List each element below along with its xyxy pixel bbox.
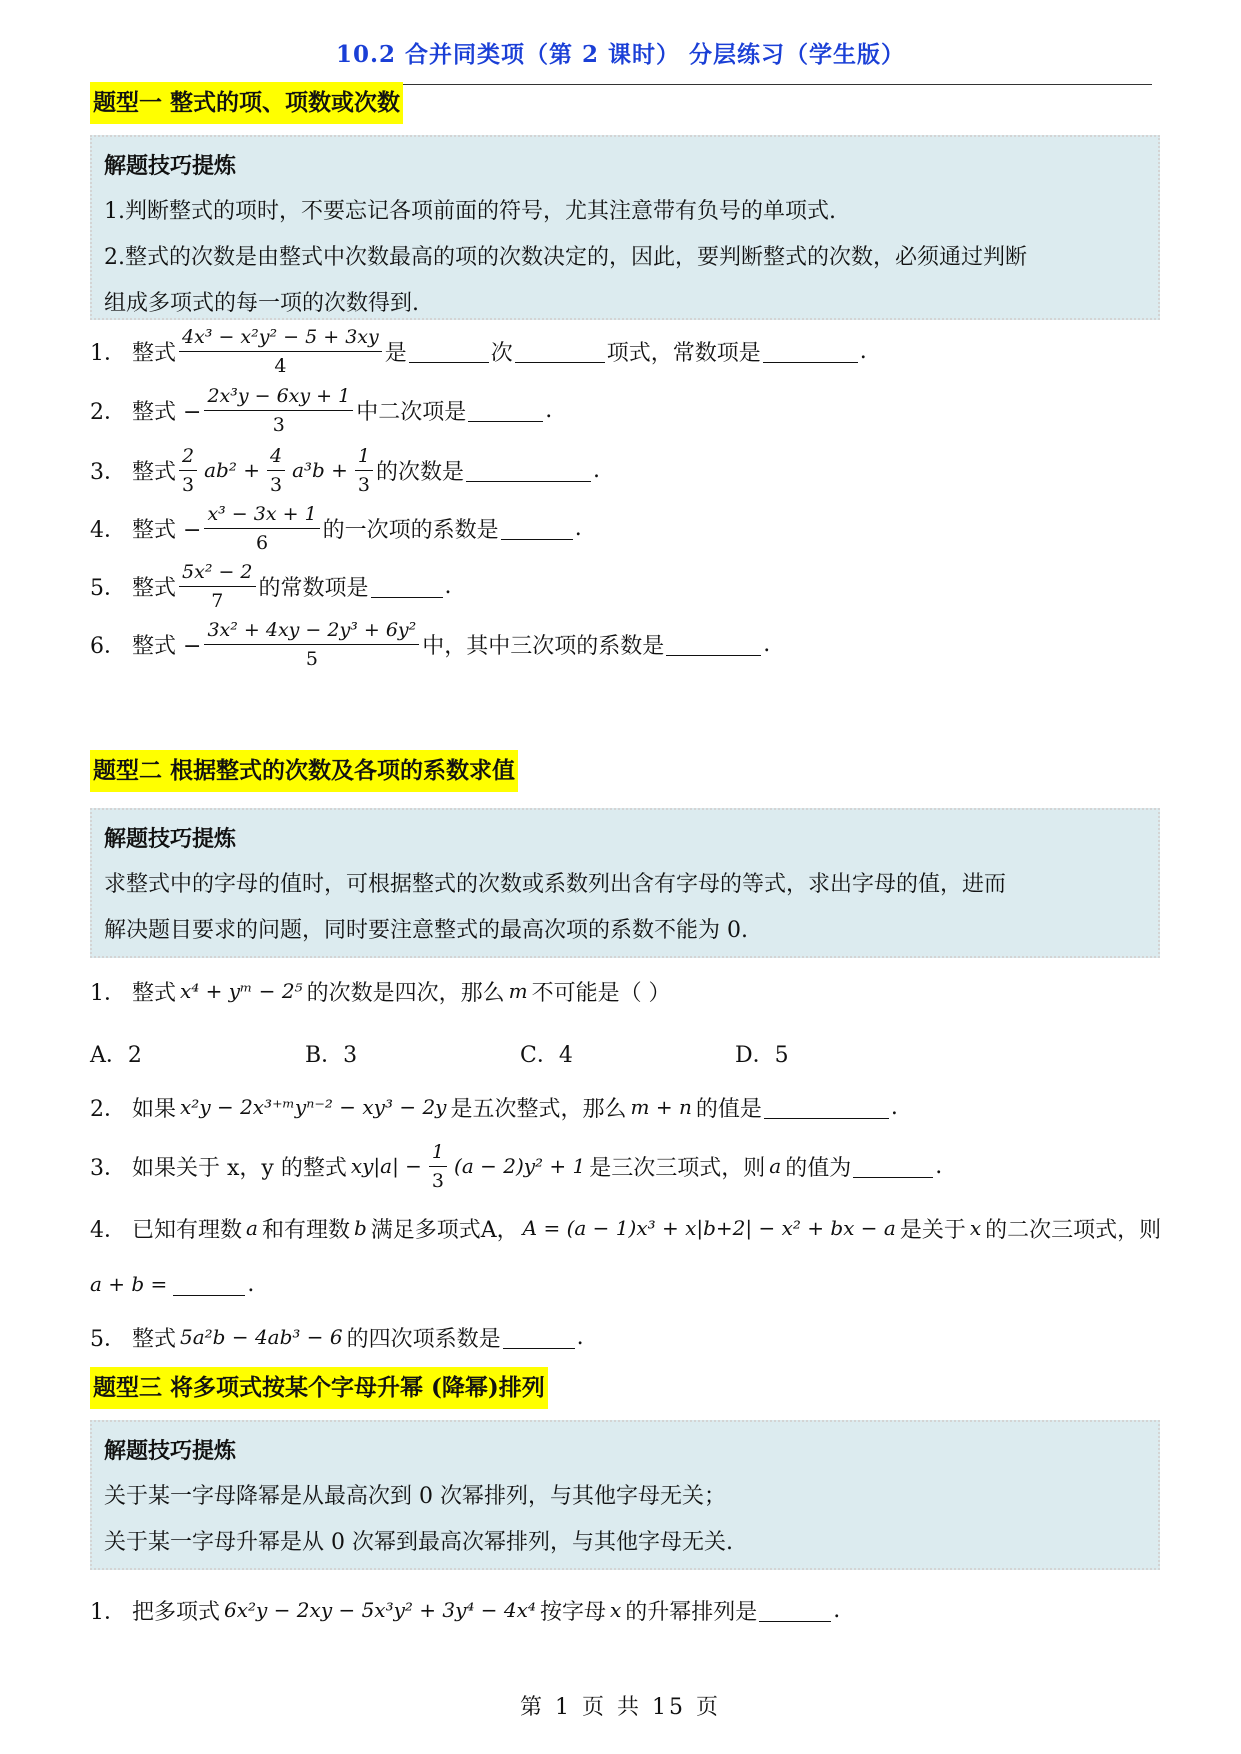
denominator: 3 bbox=[269, 473, 283, 496]
question-text: 的次数是四次，那么 bbox=[306, 980, 505, 1006]
question-text: 整式 bbox=[132, 980, 177, 1006]
answer-blank[interactable] bbox=[468, 399, 543, 422]
question-number: 5． bbox=[90, 575, 126, 601]
math-expression: a³b + bbox=[292, 458, 348, 482]
math-variable: b bbox=[353, 1216, 367, 1240]
question-1-1 bbox=[90, 321, 867, 381]
math-variable: x bbox=[609, 1598, 622, 1622]
question-number: 2． bbox=[90, 1096, 126, 1122]
question-text: 按字母 bbox=[539, 1599, 606, 1625]
question-text: 和有理数 bbox=[261, 1217, 350, 1243]
question-text: 整式 bbox=[132, 340, 177, 366]
question-end: . bbox=[574, 515, 582, 541]
question-text: 不可能是（ ） bbox=[531, 980, 671, 1006]
question-text: 整式 − bbox=[132, 633, 202, 659]
math-variable: x bbox=[969, 1216, 982, 1240]
question-end: . bbox=[763, 631, 771, 657]
question-end: . bbox=[859, 338, 867, 364]
answer-blank[interactable] bbox=[764, 1096, 889, 1119]
question-1-4 bbox=[90, 498, 582, 558]
denominator: 3 bbox=[357, 473, 371, 496]
question-number: 1． bbox=[90, 340, 126, 366]
question-end: . bbox=[545, 397, 553, 423]
question-text: 把多项式 bbox=[132, 1599, 221, 1625]
math-expression: a + b = bbox=[90, 1272, 168, 1296]
question-end: . bbox=[444, 573, 452, 599]
question-text: 的值是 bbox=[695, 1096, 762, 1122]
question-text: 整式 − bbox=[132, 399, 202, 425]
answer-choices bbox=[90, 1036, 990, 1076]
question-text: 满足多项式A， bbox=[370, 1217, 519, 1243]
question-2-5 bbox=[90, 1315, 584, 1359]
tip-line: 关于某一字母升幂是从 0 次幂到最高次幂排列，与其他字母无关. bbox=[104, 1530, 733, 1555]
math-variable: m bbox=[508, 979, 528, 1003]
section-heading-2: 题型二 根据整式的次数及各项的系数求值 bbox=[90, 750, 518, 792]
math-expression: (a − 2)y² + 1 bbox=[454, 1154, 586, 1178]
numerator: 3x² + 4xy − 2y³ + 6y² bbox=[204, 618, 419, 645]
math-variable: a bbox=[246, 1216, 258, 1240]
question-text: 的值为 bbox=[785, 1155, 852, 1181]
numerator: 2 bbox=[179, 444, 197, 471]
math-expression: x²y − 2x³⁺ᵐyⁿ⁻² − xy³ − 2y bbox=[180, 1095, 447, 1119]
section-heading-3: 题型三 将多项式按某个字母升幂 (降幂)排列 bbox=[90, 1367, 548, 1409]
tip-line: 1.判断整式的项时，不要忘记各项前面的符号，尤其注意带有负号的单项式. bbox=[104, 199, 836, 224]
fraction bbox=[267, 444, 285, 497]
fraction bbox=[204, 502, 319, 555]
question-number: 1． bbox=[90, 1599, 126, 1625]
fraction bbox=[204, 384, 353, 437]
numerator: 4x³ − x²y² − 5 + 3xy bbox=[179, 325, 382, 352]
question-1-6 bbox=[90, 614, 770, 674]
denominator: 5 bbox=[305, 647, 318, 670]
math-expression: 6x²y − 2xy − 5x³y² + 3y⁴ − 4x⁴ bbox=[224, 1598, 536, 1622]
question-text: 已知有理数 bbox=[132, 1217, 243, 1243]
question-text: 如果关于 x，y 的整式 bbox=[132, 1155, 347, 1181]
tip-line: 组成多项式的每一项的次数得到. bbox=[104, 291, 419, 316]
question-number: 5． bbox=[90, 1326, 126, 1352]
math-expression: 5a²b − 4ab³ − 6 bbox=[180, 1325, 343, 1349]
math-variable: m + n bbox=[630, 1095, 692, 1119]
question-text: 是三次三项式，则 bbox=[589, 1155, 766, 1181]
question-text: 的次数是 bbox=[376, 459, 465, 485]
tip-title: 解题技巧提炼 bbox=[104, 1438, 237, 1464]
answer-blank[interactable] bbox=[173, 1273, 245, 1296]
tip-box-1 bbox=[90, 135, 1160, 320]
question-text: 的一次项的系数是 bbox=[322, 517, 499, 543]
choice-c[interactable]: C．4 bbox=[520, 1043, 573, 1068]
question-number: 4． bbox=[90, 517, 126, 543]
math-expression: x⁴ + yᵐ − 2⁵ bbox=[180, 979, 303, 1003]
fraction bbox=[179, 560, 256, 613]
question-end: . bbox=[935, 1153, 943, 1179]
denominator: 3 bbox=[182, 473, 195, 496]
question-number: 4． bbox=[90, 1217, 126, 1243]
question-end: . bbox=[576, 1324, 584, 1350]
choice-b[interactable]: B．3 bbox=[305, 1043, 358, 1068]
question-text: 次 bbox=[490, 340, 513, 366]
question-1-3 bbox=[90, 440, 600, 500]
question-number: 2． bbox=[90, 399, 126, 425]
tip-line: 2.整式的次数是由整式中次数最高的项的次数决定的，因此，要判断整式的次数，必须通过判断 bbox=[104, 245, 1027, 270]
answer-blank[interactable] bbox=[466, 459, 591, 482]
question-number: 3． bbox=[90, 459, 126, 485]
denominator: 7 bbox=[211, 589, 224, 612]
numerator: 2x³y − 6xy + 1 bbox=[204, 384, 353, 411]
answer-blank[interactable] bbox=[515, 340, 605, 363]
tip-box-3 bbox=[90, 1420, 1160, 1570]
page-title: 10.2 合并同类项（第 2 课时） 分层练习（学生版） bbox=[335, 41, 906, 68]
denominator: 3 bbox=[431, 1169, 445, 1192]
fraction bbox=[355, 444, 373, 497]
section-heading-1: 题型一 整式的项、项数或次数 bbox=[90, 82, 403, 124]
numerator: x³ − 3x + 1 bbox=[204, 502, 319, 529]
fraction bbox=[179, 325, 382, 378]
question-text: 是关于 bbox=[899, 1217, 966, 1243]
answer-blank[interactable] bbox=[409, 340, 489, 363]
question-number: 1． bbox=[90, 980, 126, 1006]
question-text: 整式 bbox=[132, 1326, 177, 1352]
question-1-2 bbox=[90, 380, 552, 440]
math-expression: ab² + bbox=[204, 458, 260, 482]
question-text: 的常数项是 bbox=[258, 575, 369, 601]
choice-a[interactable]: A．2 bbox=[90, 1043, 142, 1068]
question-end: . bbox=[833, 1597, 841, 1623]
denominator: 4 bbox=[274, 354, 287, 377]
question-text: 的二次三项式，则 bbox=[985, 1217, 1162, 1243]
answer-blank[interactable] bbox=[763, 340, 858, 363]
question-end: . bbox=[593, 457, 601, 483]
math-expression: xy|a| − bbox=[350, 1154, 422, 1178]
fraction bbox=[204, 618, 419, 671]
question-text: 如果 bbox=[132, 1096, 177, 1122]
question-text: 的四次项系数是 bbox=[346, 1326, 501, 1352]
denominator: 3 bbox=[272, 413, 285, 436]
math-variable: a bbox=[769, 1154, 782, 1178]
fraction bbox=[179, 444, 197, 497]
question-text: 中二次项是 bbox=[356, 399, 467, 425]
question-number: 6． bbox=[90, 633, 126, 659]
question-text: 是五次整式，那么 bbox=[450, 1096, 627, 1122]
answer-blank[interactable] bbox=[853, 1155, 933, 1178]
tip-line: 解决题目要求的问题，同时要注意整式的最高次项的系数不能为 0. bbox=[104, 918, 748, 943]
fraction bbox=[429, 1140, 447, 1193]
numerator: 5x² − 2 bbox=[179, 560, 256, 587]
answer-blank[interactable] bbox=[666, 633, 761, 656]
question-end: . bbox=[890, 1094, 898, 1120]
question-text: 的升幂排列是 bbox=[625, 1599, 758, 1625]
question-text: 整式 bbox=[132, 459, 177, 485]
question-1-5 bbox=[90, 556, 452, 616]
answer-blank[interactable] bbox=[503, 1326, 575, 1349]
question-number: 3． bbox=[90, 1155, 126, 1181]
question-2-4 bbox=[90, 1203, 1161, 1253]
answer-blank[interactable] bbox=[501, 517, 573, 540]
question-2-4-continued bbox=[90, 1262, 254, 1306]
answer-blank[interactable] bbox=[759, 1599, 831, 1622]
question-2-2 bbox=[90, 1082, 898, 1132]
tip-line: 关于某一字母降幂是从最高次到 0 次幂排列，与其他字母无关； bbox=[104, 1484, 726, 1509]
question-text: 中，其中三次项的系数是 bbox=[422, 633, 665, 659]
answer-blank[interactable] bbox=[371, 575, 443, 598]
question-text: 项式，常数项是 bbox=[606, 340, 761, 366]
math-expression: A = (a − 1)x³ + x|b+2| − x² + bx − a bbox=[522, 1216, 896, 1240]
question-3-1 bbox=[90, 1586, 840, 1634]
page-footer: 第 1 页 共 15 页 bbox=[520, 1695, 721, 1720]
choice-d[interactable]: D．5 bbox=[735, 1043, 789, 1068]
question-2-1 bbox=[90, 966, 671, 1016]
denominator: 6 bbox=[256, 531, 269, 554]
numerator: 1 bbox=[355, 444, 373, 471]
question-text: 整式 − bbox=[132, 517, 202, 543]
question-text: 是 bbox=[384, 340, 407, 366]
question-2-3 bbox=[90, 1136, 942, 1196]
tip-title: 解题技巧提炼 bbox=[104, 153, 237, 179]
numerator: 4 bbox=[267, 444, 285, 471]
question-text: 整式 bbox=[132, 575, 177, 601]
tip-line: 求整式中的字母的值时，可根据整式的次数或系数列出含有字母的等式，求出字母的值，进而 bbox=[104, 872, 1007, 897]
tip-title: 解题技巧提炼 bbox=[104, 826, 237, 852]
tip-box-2 bbox=[90, 808, 1160, 958]
question-end: . bbox=[247, 1271, 255, 1297]
numerator: 1 bbox=[429, 1140, 447, 1167]
